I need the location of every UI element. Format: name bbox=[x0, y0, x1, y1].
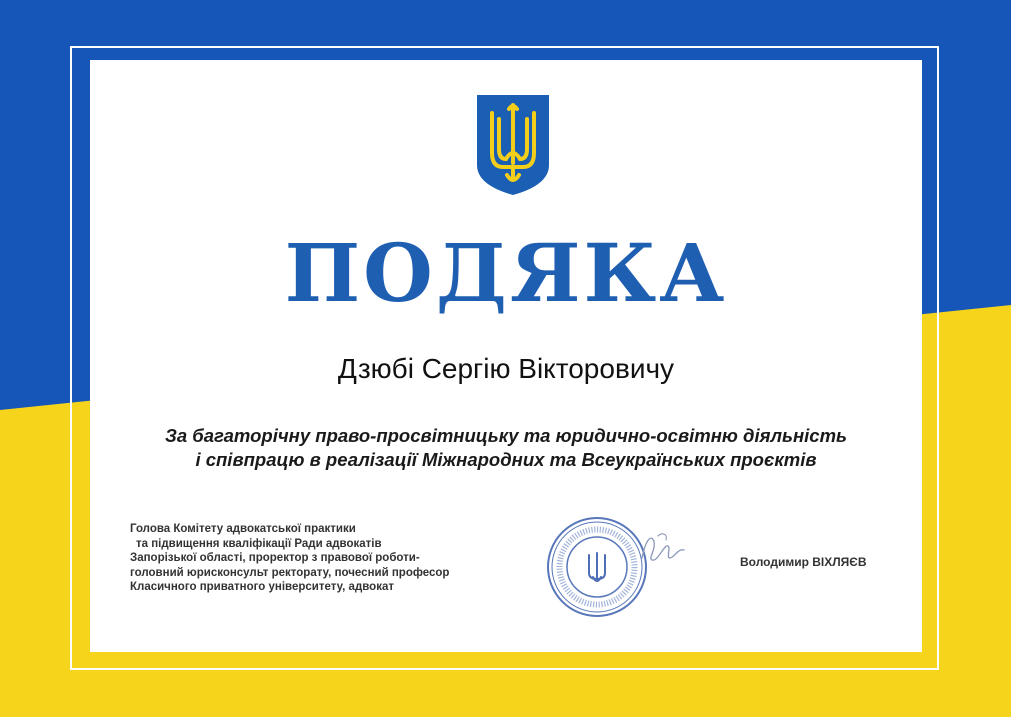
signer-position-line: головний юрисконсульт ректорату, почесний професор bbox=[130, 566, 450, 579]
award-reason bbox=[90, 424, 922, 472]
recipient-name: Дзюбі Сергію Вікторовичу bbox=[337, 353, 675, 384]
signer-position-line: Голова Комітету адвокатської практики bbox=[130, 523, 356, 535]
signer-position-line: Класичного приватного університету, адвокат bbox=[130, 581, 394, 593]
signer-position bbox=[130, 522, 530, 595]
handwritten-signature-icon bbox=[638, 528, 688, 568]
round-seal-stamp-icon bbox=[545, 515, 649, 619]
certificate-sheet bbox=[90, 60, 922, 652]
signer-position-line: та підвищення кваліфікації Ради адвокатів bbox=[136, 537, 382, 550]
signer-name: Володимир ВІХЛЯЄВ bbox=[740, 555, 867, 569]
tryzub-coat-of-arms-icon bbox=[475, 93, 551, 197]
award-reason-line: і співпрацю в реалізації Міжнародних та Всеукраїнських проєктів bbox=[195, 449, 817, 470]
signer-position-line: Запорізької області, проректор з правової роботи- bbox=[130, 552, 420, 564]
award-reason-line: За багаторічну право-просвітницьку та юридично-освітню діяльність bbox=[164, 425, 848, 446]
certificate-title: ПОДЯКА bbox=[284, 226, 728, 320]
